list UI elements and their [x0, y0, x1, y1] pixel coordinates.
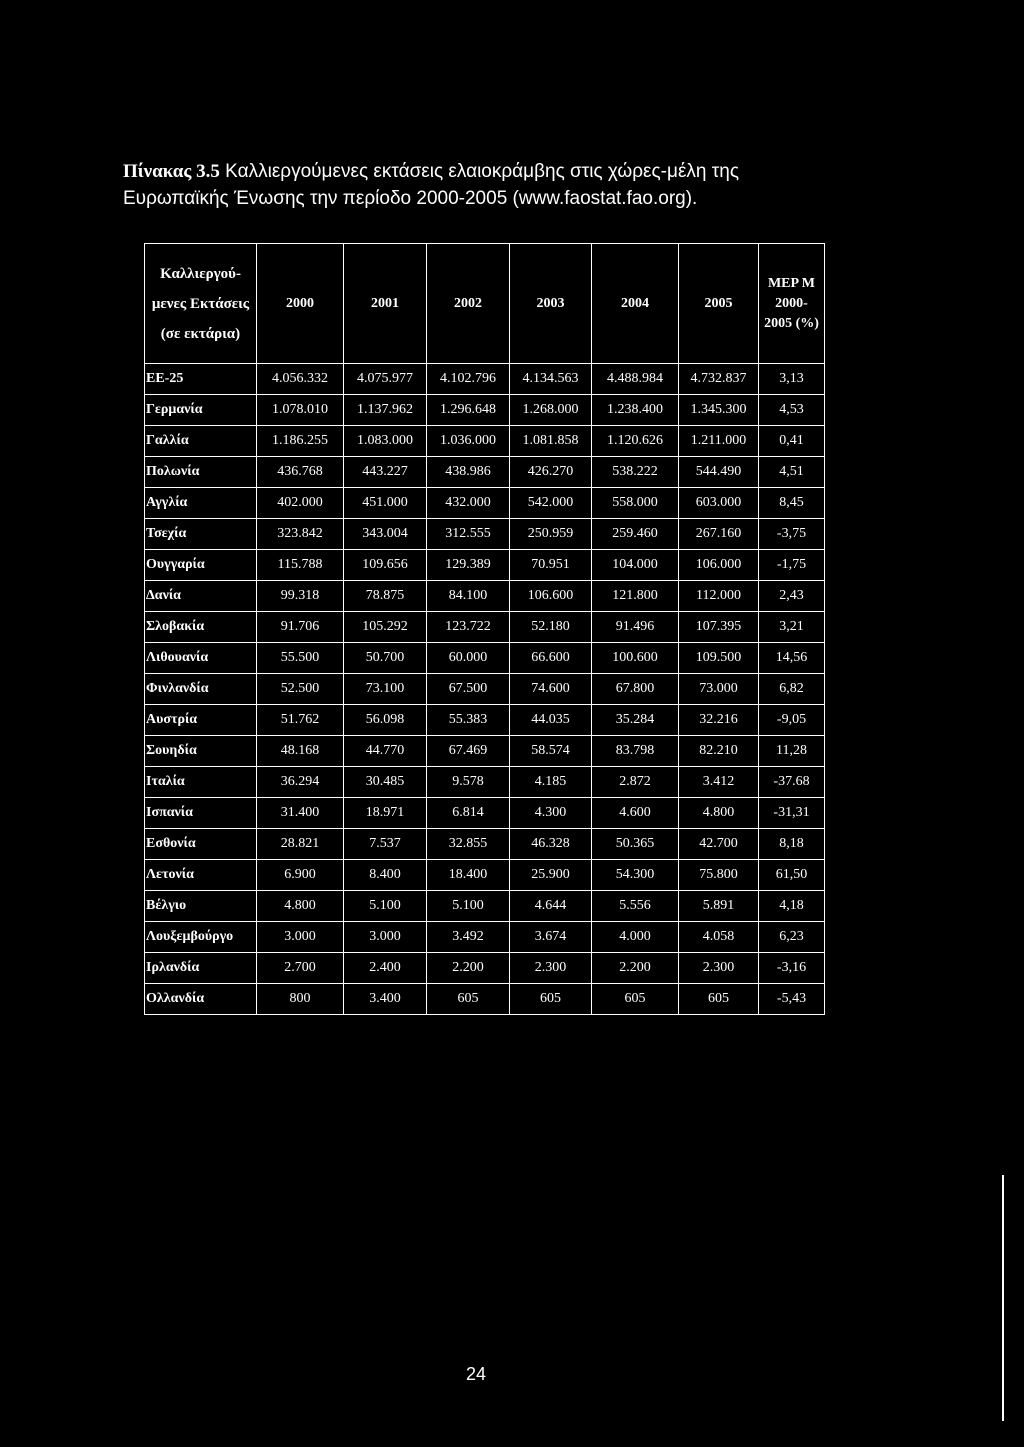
rapeseed-area-table — [144, 243, 825, 1015]
area-value-cell: 4.075.977 — [344, 364, 427, 395]
table-row — [145, 612, 825, 643]
country-cell: Λετονία — [145, 860, 257, 891]
country-cell: Ιρλανδία — [145, 953, 257, 984]
country-cell: Εσθονία — [145, 829, 257, 860]
area-value-cell: 1.120.626 — [592, 426, 679, 457]
area-value-cell: 3.400 — [344, 984, 427, 1015]
area-value-cell: 4.102.796 — [427, 364, 510, 395]
header-year-2001: 2001 — [344, 244, 427, 364]
header-area-label: Καλλιεργού-μενες Εκτάσεις (σε εκτάρια) — [145, 244, 257, 364]
area-value-cell: 323.842 — [257, 519, 344, 550]
area-value-cell: 56.098 — [344, 705, 427, 736]
area-value-cell: 2.200 — [592, 953, 679, 984]
area-value-cell: 60.000 — [427, 643, 510, 674]
header-year-2000: 2000 — [257, 244, 344, 364]
table-row — [145, 519, 825, 550]
table-row — [145, 426, 825, 457]
area-value-cell: 52.500 — [257, 674, 344, 705]
area-value-cell: 250.959 — [510, 519, 592, 550]
area-value-cell: 104.000 — [592, 550, 679, 581]
area-value-cell: 8.400 — [344, 860, 427, 891]
area-value-cell: 91.706 — [257, 612, 344, 643]
area-value-cell: 603.000 — [679, 488, 759, 519]
area-value-cell: 343.004 — [344, 519, 427, 550]
area-value-cell: 73.100 — [344, 674, 427, 705]
area-value-cell: 78.875 — [344, 581, 427, 612]
country-cell: Λιθουανία — [145, 643, 257, 674]
area-value-cell: 44.035 — [510, 705, 592, 736]
area-value-cell: 2.700 — [257, 953, 344, 984]
area-value-cell: 3.412 — [679, 767, 759, 798]
area-value-cell: 2.300 — [510, 953, 592, 984]
country-cell: Σλοβακία — [145, 612, 257, 643]
area-value-cell: 31.400 — [257, 798, 344, 829]
table-header-row — [145, 244, 825, 364]
area-value-cell: 75.800 — [679, 860, 759, 891]
table-row — [145, 891, 825, 922]
country-cell: Βέλγιο — [145, 891, 257, 922]
table-row — [145, 953, 825, 984]
area-value-cell: 3.674 — [510, 922, 592, 953]
area-value-cell: 107.395 — [679, 612, 759, 643]
area-value-cell: 51.762 — [257, 705, 344, 736]
table-row — [145, 829, 825, 860]
area-value-cell: 1.238.400 — [592, 395, 679, 426]
area-value-cell: 605 — [427, 984, 510, 1015]
area-value-cell: 105.292 — [344, 612, 427, 643]
area-value-cell: 50.365 — [592, 829, 679, 860]
area-value-cell: 55.500 — [257, 643, 344, 674]
table-row — [145, 798, 825, 829]
table-row — [145, 395, 825, 426]
area-value-cell: 3.492 — [427, 922, 510, 953]
area-value-cell: 542.000 — [510, 488, 592, 519]
area-value-cell: 115.788 — [257, 550, 344, 581]
area-value-cell: 4.300 — [510, 798, 592, 829]
area-value-cell: 605 — [679, 984, 759, 1015]
merp-cell: 4,18 — [759, 891, 825, 922]
area-value-cell: 36.294 — [257, 767, 344, 798]
table-row — [145, 705, 825, 736]
area-value-cell: 4.000 — [592, 922, 679, 953]
area-value-cell: 1.083.000 — [344, 426, 427, 457]
merp-cell: 14,56 — [759, 643, 825, 674]
area-value-cell: 267.160 — [679, 519, 759, 550]
area-value-cell: 67.800 — [592, 674, 679, 705]
area-value-cell: 4.056.332 — [257, 364, 344, 395]
area-value-cell: 129.389 — [427, 550, 510, 581]
area-value-cell: 2.872 — [592, 767, 679, 798]
merp-cell: 8,45 — [759, 488, 825, 519]
area-value-cell: 1.186.255 — [257, 426, 344, 457]
area-value-cell: 5.100 — [344, 891, 427, 922]
merp-cell: -31,31 — [759, 798, 825, 829]
area-value-cell: 4.644 — [510, 891, 592, 922]
area-value-cell: 70.951 — [510, 550, 592, 581]
header-year-2003: 2003 — [510, 244, 592, 364]
area-value-cell: 436.768 — [257, 457, 344, 488]
country-cell: Γαλλία — [145, 426, 257, 457]
area-value-cell: 91.496 — [592, 612, 679, 643]
area-value-cell: 32.216 — [679, 705, 759, 736]
area-value-cell: 74.600 — [510, 674, 592, 705]
caption-text: Καλλιεργούμενες εκτάσεις ελαιοκράμβης στις χώρες-μέλη της Ευρωπαϊκής Ένωσης την περίοδο 2000-2005 (www.faostat.fao.org). — [123, 161, 739, 209]
area-value-cell: 5.891 — [679, 891, 759, 922]
area-value-cell: 44.770 — [344, 736, 427, 767]
area-value-cell: 1.078.010 — [257, 395, 344, 426]
merp-cell: -1,75 — [759, 550, 825, 581]
caption-label: Πίνακας 3.5 — [123, 161, 220, 182]
merp-cell: 3,13 — [759, 364, 825, 395]
area-value-cell: 121.800 — [592, 581, 679, 612]
country-cell: Δανία — [145, 581, 257, 612]
area-value-cell: 82.210 — [679, 736, 759, 767]
merp-cell: -9,05 — [759, 705, 825, 736]
country-cell: Αγγλία — [145, 488, 257, 519]
merp-cell: 8,18 — [759, 829, 825, 860]
area-value-cell: 123.722 — [427, 612, 510, 643]
table-row — [145, 581, 825, 612]
table-row — [145, 457, 825, 488]
area-value-cell: 438.986 — [427, 457, 510, 488]
area-value-cell: 50.700 — [344, 643, 427, 674]
area-value-cell: 1.296.648 — [427, 395, 510, 426]
area-value-cell: 4.058 — [679, 922, 759, 953]
area-value-cell: 3.000 — [344, 922, 427, 953]
country-cell: Πολωνία — [145, 457, 257, 488]
merp-cell: 2,43 — [759, 581, 825, 612]
area-value-cell: 25.900 — [510, 860, 592, 891]
area-value-cell: 67.469 — [427, 736, 510, 767]
area-value-cell: 46.328 — [510, 829, 592, 860]
merp-cell: 4,53 — [759, 395, 825, 426]
area-value-cell: 9.578 — [427, 767, 510, 798]
area-value-cell: 52.180 — [510, 612, 592, 643]
area-value-cell: 3.000 — [257, 922, 344, 953]
area-value-cell: 605 — [510, 984, 592, 1015]
area-value-cell: 2.300 — [679, 953, 759, 984]
merp-cell: 6,82 — [759, 674, 825, 705]
area-value-cell: 28.821 — [257, 829, 344, 860]
table-row — [145, 860, 825, 891]
table-row — [145, 550, 825, 581]
area-value-cell: 1.081.858 — [510, 426, 592, 457]
area-value-cell: 5.556 — [592, 891, 679, 922]
area-value-cell: 2.400 — [344, 953, 427, 984]
country-cell: Ισπανία — [145, 798, 257, 829]
area-value-cell: 84.100 — [427, 581, 510, 612]
area-value-cell: 4.488.984 — [592, 364, 679, 395]
merp-cell: -5,43 — [759, 984, 825, 1015]
merp-cell: 0,41 — [759, 426, 825, 457]
table-row — [145, 674, 825, 705]
area-value-cell: 7.537 — [344, 829, 427, 860]
country-cell: Τσεχία — [145, 519, 257, 550]
area-value-cell: 4.732.837 — [679, 364, 759, 395]
area-value-cell: 73.000 — [679, 674, 759, 705]
area-value-cell: 1.036.000 — [427, 426, 510, 457]
area-value-cell: 443.227 — [344, 457, 427, 488]
country-cell: Ιταλία — [145, 767, 257, 798]
table-row — [145, 364, 825, 395]
area-value-cell: 66.600 — [510, 643, 592, 674]
area-value-cell: 4.134.563 — [510, 364, 592, 395]
area-value-cell: 605 — [592, 984, 679, 1015]
area-value-cell: 800 — [257, 984, 344, 1015]
table-row — [145, 984, 825, 1015]
area-value-cell: 32.855 — [427, 829, 510, 860]
area-value-cell: 5.100 — [427, 891, 510, 922]
area-value-cell: 18.971 — [344, 798, 427, 829]
table-row — [145, 488, 825, 519]
area-value-cell: 538.222 — [592, 457, 679, 488]
header-year-2002: 2002 — [427, 244, 510, 364]
area-value-cell: 55.383 — [427, 705, 510, 736]
merp-cell: 11,28 — [759, 736, 825, 767]
area-value-cell: 4.800 — [679, 798, 759, 829]
table-row — [145, 643, 825, 674]
country-cell: Γερμανία — [145, 395, 257, 426]
merp-cell: 6,23 — [759, 922, 825, 953]
area-value-cell: 259.460 — [592, 519, 679, 550]
area-value-cell: 18.400 — [427, 860, 510, 891]
area-value-cell: 6.900 — [257, 860, 344, 891]
area-value-cell: 42.700 — [679, 829, 759, 860]
merp-cell: -3,16 — [759, 953, 825, 984]
area-value-cell: 35.284 — [592, 705, 679, 736]
area-value-cell: 99.318 — [257, 581, 344, 612]
area-value-cell: 402.000 — [257, 488, 344, 519]
country-cell: Φινλανδία — [145, 674, 257, 705]
area-value-cell: 48.168 — [257, 736, 344, 767]
header-year-2005: 2005 — [679, 244, 759, 364]
table-row — [145, 922, 825, 953]
table-body — [145, 364, 825, 1015]
area-value-cell: 100.600 — [592, 643, 679, 674]
area-value-cell: 1.345.300 — [679, 395, 759, 426]
area-value-cell: 109.656 — [344, 550, 427, 581]
merp-cell: 61,50 — [759, 860, 825, 891]
table-caption — [123, 158, 843, 212]
header-year-2004: 2004 — [592, 244, 679, 364]
area-value-cell: 544.490 — [679, 457, 759, 488]
area-value-cell: 67.500 — [427, 674, 510, 705]
area-value-cell: 312.555 — [427, 519, 510, 550]
edge-line — [1002, 1175, 1004, 1421]
area-value-cell: 4.600 — [592, 798, 679, 829]
area-value-cell: 1.211.000 — [679, 426, 759, 457]
area-value-cell: 451.000 — [344, 488, 427, 519]
country-cell: Αυστρία — [145, 705, 257, 736]
area-value-cell: 106.600 — [510, 581, 592, 612]
table-row — [145, 736, 825, 767]
merp-cell: 3,21 — [759, 612, 825, 643]
area-value-cell: 4.185 — [510, 767, 592, 798]
area-value-cell: 1.137.962 — [344, 395, 427, 426]
area-value-cell: 4.800 — [257, 891, 344, 922]
country-cell: Ουγγαρία — [145, 550, 257, 581]
page-number: 24 — [465, 1364, 487, 1384]
area-value-cell: 54.300 — [592, 860, 679, 891]
area-value-cell: 2.200 — [427, 953, 510, 984]
country-cell: ΕΕ-25 — [145, 364, 257, 395]
area-value-cell: 83.798 — [592, 736, 679, 767]
merp-cell: -37.68 — [759, 767, 825, 798]
area-value-cell: 112.000 — [679, 581, 759, 612]
country-cell: Σουηδία — [145, 736, 257, 767]
country-cell: Λουξεμβούργο — [145, 922, 257, 953]
area-value-cell: 432.000 — [427, 488, 510, 519]
area-value-cell: 106.000 — [679, 550, 759, 581]
area-value-cell: 426.270 — [510, 457, 592, 488]
area-value-cell: 58.574 — [510, 736, 592, 767]
area-value-cell: 30.485 — [344, 767, 427, 798]
country-cell: Ολλανδία — [145, 984, 257, 1015]
merp-cell: -3,75 — [759, 519, 825, 550]
area-value-cell: 558.000 — [592, 488, 679, 519]
table-row — [145, 767, 825, 798]
area-value-cell: 6.814 — [427, 798, 510, 829]
header-merp: MEP M 2000-2005 (%) — [759, 244, 825, 364]
area-value-cell: 109.500 — [679, 643, 759, 674]
area-value-cell: 1.268.000 — [510, 395, 592, 426]
merp-cell: 4,51 — [759, 457, 825, 488]
